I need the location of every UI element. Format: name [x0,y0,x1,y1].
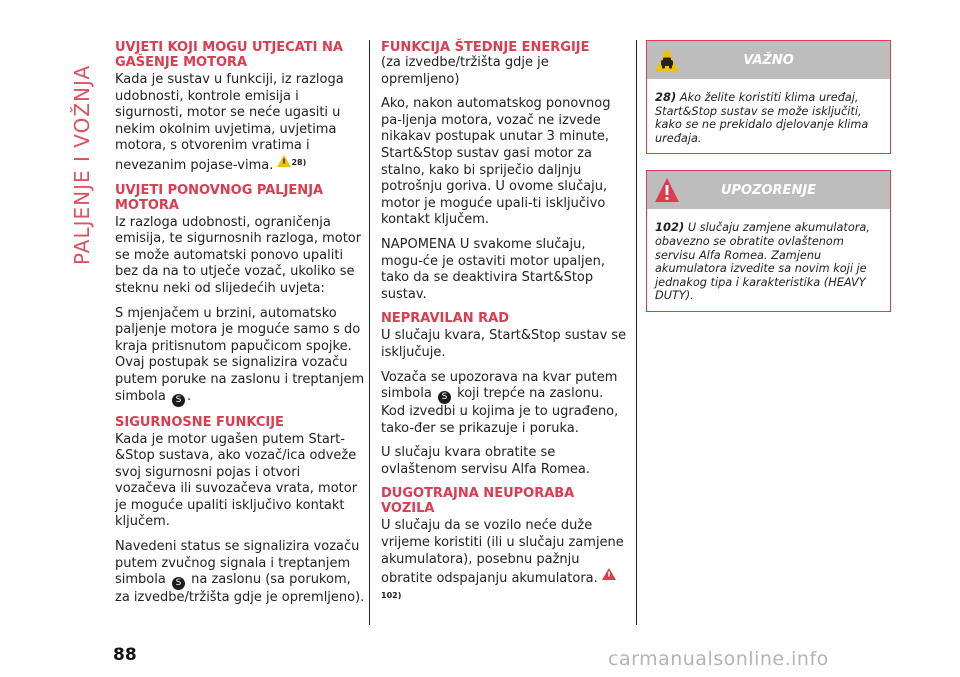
column-1 [115,40,365,615]
paragraph: Kada je motor ugašen putem Start-&Stop sustava, ako vozač/ica odveže svoj sigurnosni pojas i otvori vozačeva ili suvozačeva vrata, motor je moguće upaliti isključivo kontakt ključem. [115,431,358,530]
note-reference[interactable]: 28) [291,157,307,167]
start-stop-symbol-icon: S [172,394,185,407]
paragraph: Navedeni status se signalizira vozaču putem zvučnog signala i treptanjem simbola S na zaslonu (sa porukom, za izvedbe/tržišta gdje je opremljeno). [115,539,365,606]
warning-triangle-icon [602,568,616,580]
start-stop-symbol-icon: S [172,577,185,590]
important-note-box [646,40,891,154]
note-reference[interactable]: 102) [381,590,402,600]
heading-long-inactivity: DUGOTRAJNA NEUPORABA VOZILA [381,486,575,517]
paragraph: Ako, nakon automatskog ponovnog pa-ljenja motora, vozač ne izvede nikakav postupak unutar 3 minute, Start&Stop sustav gasi motor za stalno, kako bi spriječio daljnju potrošnju goriva. U ovome slučaju, motor je moguće upali-ti isključivo kontakt ključem. [381,96,611,228]
warning-box-header [647,171,890,209]
warning-box-title: UPOZORENJE [720,183,817,199]
column-2 [381,40,629,615]
note-box-header [647,41,890,79]
paragraph: U slučaju kvara, Start&Stop sustav se isključuje. [381,328,627,360]
paragraph: Kada je sustav u funkciji, iz razloga udobnosti, kontrole emisija i sigurnosti, motor se neće ugasiti u nekim okolnim uvjetima, uvjetima motora, s otvorenim vratima i nevezanim pojase-vima. $^{28)}$ [115,72,344,173]
column-divider-2 [636,40,637,625]
warning-triangle-icon [277,155,291,167]
heading-energy-saving: FUNKCIJA ŠTEDNJE ENERGIJE [381,40,590,55]
page-number: 88 [113,645,137,665]
paragraph: U slučaju kvara obratite se ovlaštenom servisu Alfa Romea. [381,445,590,477]
paragraph: Vozača se upozorava na kvar putem simbola S koji trepće na zaslonu. Kod izvedbi u kojima je to ugrađeno, tako-đer se prikazuje i poruka. [381,369,619,436]
heading-restart-conditions: UVJETI PONOVNOG PALJENJA MOTORA [115,182,324,213]
note-number: 28) [655,90,677,104]
warning-note-box [646,170,891,312]
chapter-title-text: PALJENJE I VOŽNJA [70,64,94,265]
paragraph: S mjenjačem u brzini, automatsko paljenje motora je moguće samo s do kraja pritisnutom papučicom spojke. Ovaj postupak se signalizira vozaču putem poruke na zaslonu i treptanjem simbola S . [115,305,365,405]
paragraph: Iz razloga udobnosti, ograničenja emisija, te sigurnosnih razloga, motor se može automatski ponovo upaliti bez da na to utječe vozač, ukoliko se steknu neki od slijedećih uvjeta: [115,214,362,296]
warning-number: 102) [655,220,685,235]
heading-malfunction: NEPRAVILAN RAD [381,311,509,327]
warning-text: U slučaju zamjene akumulatora, obavezno se obratite ovlaštenom servisu Alfa Romea. Zamjenu akumulatora izvedite sa novim koji je jednakog tipa i karakteristika (HEAVY DUTY). [655,221,870,303]
watermark: carmanualsonline.info [608,648,829,670]
warning-box-body [647,209,890,311]
paragraph: NAPOMENA U svakome slučaju, mogu-će je ostaviti motor upaljen, tako da se deaktivira Start&Stop sustav. [381,236,605,302]
column-3 [646,40,891,328]
paragraph: (za izvedbe/tržišta gdje je opremljeno) [381,55,549,87]
chapter-side-title [50,10,94,270]
column-divider-1 [369,40,370,625]
note-box-title: VAŽNO [743,53,794,68]
note-box-body [647,79,890,153]
paragraph: U slučaju da se vozilo neće duže vrijeme koristiti (ili u slučaju zamjene akumulatora), posebnu pažnju obratite odspajanju akumulatora. $^{102)}$ [381,518,624,600]
start-stop-symbol-icon: S [438,391,451,404]
note-text: Ako želite koristiti klima uređaj, Start&Stop sustav se može isključiti, kako se ne prekidalo djelovanje klima uređaja. [655,91,869,145]
heading-safety-functions: SIGURNOSNE FUNKCIJE [115,414,284,430]
heading-engine-stop-conditions: UVJETI KOJI MOGU UTJECATI NA GAŠENJE MOTORA [115,40,343,70]
